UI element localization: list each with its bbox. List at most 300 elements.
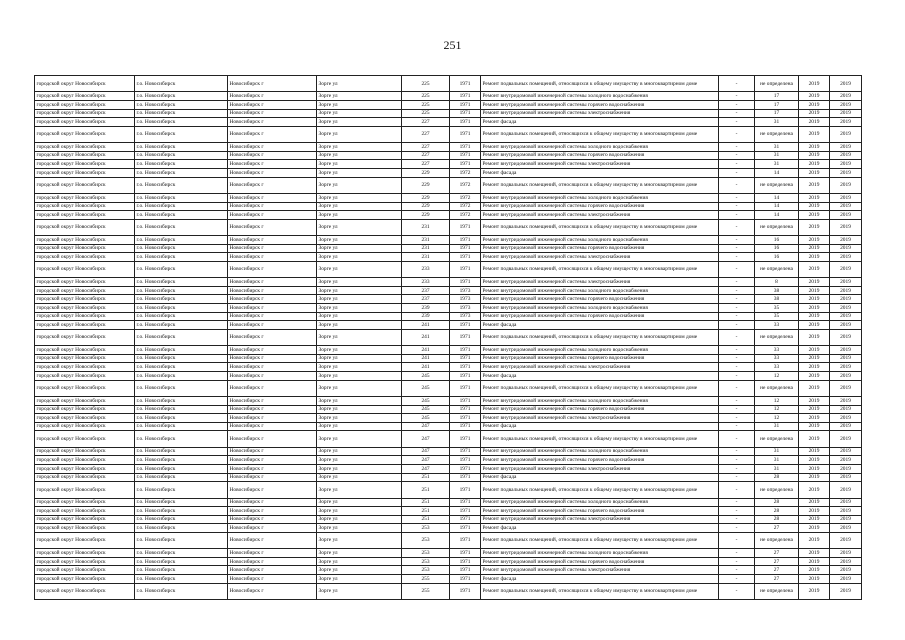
house-number-cell: 253 [402, 524, 450, 533]
street-cell: Зорге ул [317, 549, 402, 558]
street-cell: Зорге ул [317, 211, 402, 220]
district-cell: городской округ Новосибирск [35, 396, 135, 405]
table-row [35, 295, 862, 304]
street-cell: Зорге ул [317, 92, 402, 101]
house-number-cell: 237 [402, 295, 450, 304]
dash-cell: - [719, 515, 755, 524]
table-row [35, 100, 862, 109]
city-cell: Новосибирск г [228, 286, 317, 295]
district-cell: городской округ Новосибирск [35, 447, 135, 456]
settlement-cell: г.о. Новосибирск [135, 151, 228, 160]
cost-cell: 31 [755, 456, 799, 465]
cost-cell: 31 [755, 151, 799, 160]
work-type-cell: Ремонт внутридомовой инженерной системы электроснабжения [481, 160, 719, 169]
district-cell: городской округ Новосибирск [35, 372, 135, 381]
settlement-cell: г.о. Новосибирск [135, 244, 228, 253]
end-year-cell: 2019 [830, 92, 862, 101]
city-cell: Новосибирск г [228, 143, 317, 152]
work-type-cell: Ремонт внутридомовой инженерной системы электроснабжения [481, 278, 719, 287]
district-cell: городской округ Новосибирск [35, 286, 135, 295]
settlement-cell: г.о. Новосибирск [135, 431, 228, 447]
work-type-cell: Ремонт подвальных помещений, относящихся к общему имуществу в многоквартирном доме [481, 532, 719, 548]
end-year-cell: 2019 [830, 151, 862, 160]
table-row [35, 244, 862, 253]
city-cell: Новосибирск г [228, 575, 317, 584]
settlement-cell: г.о. Новосибирск [135, 321, 228, 330]
settlement-cell: г.о. Новосибирск [135, 566, 228, 575]
city-cell: Новосибирск г [228, 405, 317, 414]
house-number-cell: 253 [402, 532, 450, 548]
settlement-cell: г.о. Новосибирск [135, 211, 228, 220]
cost-cell: 14 [755, 211, 799, 220]
street-cell: Зорге ул [317, 405, 402, 414]
start-year-cell: 2019 [799, 372, 830, 381]
table-row [35, 557, 862, 566]
settlement-cell: г.о. Новосибирск [135, 447, 228, 456]
cost-cell: 16 [755, 244, 799, 253]
build-year-cell: 1971 [450, 515, 481, 524]
build-year-cell: 1971 [450, 126, 481, 142]
table-row [35, 321, 862, 330]
work-type-cell: Ремонт внутридомовой инженерной системы холодного водоснабжения [481, 286, 719, 295]
dash-cell: - [719, 583, 755, 599]
cost-cell: не определена [755, 482, 799, 498]
city-cell: Новосибирск г [228, 126, 317, 142]
settlement-cell: г.о. Новосибирск [135, 464, 228, 473]
cost-cell: 35 [755, 304, 799, 313]
house-number-cell: 225 [402, 76, 450, 92]
house-number-cell: 227 [402, 118, 450, 127]
settlement-cell: г.о. Новосибирск [135, 261, 228, 277]
table-row [35, 118, 862, 127]
build-year-cell: 1971 [450, 557, 481, 566]
house-number-cell: 239 [402, 304, 450, 313]
district-cell: городской округ Новосибирск [35, 321, 135, 330]
dash-cell: - [719, 422, 755, 431]
house-number-cell: 233 [402, 278, 450, 287]
capital-repair-table [34, 75, 862, 600]
district-cell: городской округ Новосибирск [35, 363, 135, 372]
cost-cell: 27 [755, 557, 799, 566]
district-cell: городской округ Новосибирск [35, 295, 135, 304]
house-number-cell: 253 [402, 549, 450, 558]
district-cell: городской округ Новосибирск [35, 575, 135, 584]
table-row [35, 286, 862, 295]
street-cell: Зорге ул [317, 575, 402, 584]
work-type-cell: Ремонт фасада [481, 321, 719, 330]
cost-cell: 12 [755, 414, 799, 423]
city-cell: Новосибирск г [228, 244, 317, 253]
build-year-cell: 1971 [450, 253, 481, 262]
street-cell: Зорге ул [317, 414, 402, 423]
city-cell: Новосибирск г [228, 507, 317, 516]
street-cell: Зорге ул [317, 219, 402, 235]
start-year-cell: 2019 [799, 151, 830, 160]
end-year-cell: 2019 [830, 202, 862, 211]
table-row [35, 219, 862, 235]
build-year-cell: 1971 [450, 575, 481, 584]
city-cell: Новосибирск г [228, 515, 317, 524]
start-year-cell: 2019 [799, 414, 830, 423]
start-year-cell: 2019 [799, 304, 830, 313]
end-year-cell: 2019 [830, 354, 862, 363]
cost-cell: не определена [755, 329, 799, 345]
start-year-cell: 2019 [799, 295, 830, 304]
work-type-cell: Ремонт фасада [481, 422, 719, 431]
dash-cell: - [719, 321, 755, 330]
city-cell: Новосибирск г [228, 549, 317, 558]
end-year-cell: 2019 [830, 244, 862, 253]
house-number-cell: 229 [402, 202, 450, 211]
end-year-cell: 2019 [830, 312, 862, 321]
table-row [35, 76, 862, 92]
settlement-cell: г.о. Новосибирск [135, 414, 228, 423]
end-year-cell: 2019 [830, 211, 862, 220]
district-cell: городской округ Новосибирск [35, 473, 135, 482]
work-type-cell: Ремонт внутридомовой инженерной системы горячего водоснабжения [481, 354, 719, 363]
table-row [35, 532, 862, 548]
district-cell: городской округ Новосибирск [35, 431, 135, 447]
city-cell: Новосибирск г [228, 219, 317, 235]
dash-cell: - [719, 100, 755, 109]
start-year-cell: 2019 [799, 464, 830, 473]
dash-cell: - [719, 431, 755, 447]
street-cell: Зорге ул [317, 118, 402, 127]
house-number-cell: 225 [402, 92, 450, 101]
dash-cell: - [719, 193, 755, 202]
city-cell: Новосибирск г [228, 346, 317, 355]
city-cell: Новосибирск г [228, 177, 317, 193]
work-type-cell: Ремонт внутридомовой инженерной системы горячего водоснабжения [481, 507, 719, 516]
house-number-cell: 231 [402, 253, 450, 262]
end-year-cell: 2019 [830, 236, 862, 245]
table-row [35, 211, 862, 220]
work-type-cell: Ремонт фасада [481, 473, 719, 482]
city-cell: Новосибирск г [228, 261, 317, 277]
table-row [35, 151, 862, 160]
city-cell: Новосибирск г [228, 422, 317, 431]
work-type-cell: Ремонт подвальных помещений, относящихся к общему имуществу в многоквартирном доме [481, 583, 719, 599]
build-year-cell: 1971 [450, 354, 481, 363]
city-cell: Новосибирск г [228, 456, 317, 465]
build-year-cell: 1971 [450, 346, 481, 355]
end-year-cell: 2019 [830, 177, 862, 193]
work-type-cell: Ремонт внутридомовой инженерной системы электроснабжения [481, 566, 719, 575]
build-year-cell: 1971 [450, 456, 481, 465]
build-year-cell: 1971 [450, 473, 481, 482]
city-cell: Новосибирск г [228, 380, 317, 396]
settlement-cell: г.о. Новосибирск [135, 363, 228, 372]
table-row [35, 253, 862, 262]
district-cell: городской округ Новосибирск [35, 507, 135, 516]
dash-cell: - [719, 549, 755, 558]
city-cell: Новосибирск г [228, 363, 317, 372]
house-number-cell: 229 [402, 168, 450, 177]
cost-cell: 33 [755, 363, 799, 372]
work-type-cell: Ремонт фасада [481, 372, 719, 381]
district-cell: городской округ Новосибирск [35, 354, 135, 363]
start-year-cell: 2019 [799, 447, 830, 456]
street-cell: Зорге ул [317, 261, 402, 277]
table-row [35, 566, 862, 575]
cost-cell: не определена [755, 177, 799, 193]
district-cell: городской округ Новосибирск [35, 414, 135, 423]
district-cell: городской округ Новосибирск [35, 261, 135, 277]
house-number-cell: 225 [402, 109, 450, 118]
house-number-cell: 247 [402, 431, 450, 447]
settlement-cell: г.о. Новосибирск [135, 219, 228, 235]
settlement-cell: г.о. Новосибирск [135, 583, 228, 599]
dash-cell: - [719, 168, 755, 177]
district-cell: городской округ Новосибирск [35, 482, 135, 498]
cost-cell: 14 [755, 193, 799, 202]
city-cell: Новосибирск г [228, 295, 317, 304]
end-year-cell: 2019 [830, 168, 862, 177]
cost-cell: не определена [755, 261, 799, 277]
dash-cell: - [719, 253, 755, 262]
settlement-cell: г.о. Новосибирск [135, 396, 228, 405]
city-cell: Новосибирск г [228, 354, 317, 363]
district-cell: городской округ Новосибирск [35, 515, 135, 524]
cost-cell: 27 [755, 524, 799, 533]
district-cell: городской округ Новосибирск [35, 456, 135, 465]
cost-cell: не определена [755, 431, 799, 447]
cost-cell: 16 [755, 236, 799, 245]
end-year-cell: 2019 [830, 295, 862, 304]
dash-cell: - [719, 126, 755, 142]
dash-cell: - [719, 464, 755, 473]
end-year-cell: 2019 [830, 414, 862, 423]
house-number-cell: 231 [402, 244, 450, 253]
dash-cell: - [719, 160, 755, 169]
dash-cell: - [719, 304, 755, 313]
house-number-cell: 229 [402, 177, 450, 193]
settlement-cell: г.о. Новосибирск [135, 160, 228, 169]
cost-cell: 8 [755, 278, 799, 287]
end-year-cell: 2019 [830, 456, 862, 465]
end-year-cell: 2019 [830, 329, 862, 345]
cost-cell: не определена [755, 219, 799, 235]
build-year-cell: 1971 [450, 447, 481, 456]
build-year-cell: 1973 [450, 304, 481, 313]
build-year-cell: 1971 [450, 109, 481, 118]
table-row [35, 372, 862, 381]
house-number-cell: 245 [402, 396, 450, 405]
end-year-cell: 2019 [830, 524, 862, 533]
table-row [35, 143, 862, 152]
settlement-cell: г.о. Новосибирск [135, 354, 228, 363]
build-year-cell: 1971 [450, 160, 481, 169]
start-year-cell: 2019 [799, 549, 830, 558]
dash-cell: - [719, 261, 755, 277]
cost-cell: 38 [755, 295, 799, 304]
work-type-cell: Ремонт подвальных помещений, относящихся к общему имуществу в многоквартирном доме [481, 219, 719, 235]
end-year-cell: 2019 [830, 304, 862, 313]
start-year-cell: 2019 [799, 193, 830, 202]
house-number-cell: 227 [402, 160, 450, 169]
district-cell: городской округ Новосибирск [35, 126, 135, 142]
table-row [35, 482, 862, 498]
house-number-cell: 253 [402, 557, 450, 566]
start-year-cell: 2019 [799, 405, 830, 414]
cost-cell: 33 [755, 354, 799, 363]
house-number-cell: 255 [402, 575, 450, 584]
build-year-cell: 1971 [450, 431, 481, 447]
dash-cell: - [719, 575, 755, 584]
work-type-cell: Ремонт подвальных помещений, относящихся к общему имуществу в многоквартирном доме [481, 76, 719, 92]
settlement-cell: г.о. Новосибирск [135, 524, 228, 533]
cost-cell: 28 [755, 473, 799, 482]
end-year-cell: 2019 [830, 473, 862, 482]
cost-cell: не определена [755, 126, 799, 142]
end-year-cell: 2019 [830, 583, 862, 599]
start-year-cell: 2019 [799, 168, 830, 177]
cost-cell: 31 [755, 143, 799, 152]
end-year-cell: 2019 [830, 160, 862, 169]
start-year-cell: 2019 [799, 557, 830, 566]
cost-cell: не определена [755, 76, 799, 92]
end-year-cell: 2019 [830, 372, 862, 381]
work-type-cell: Ремонт внутридомовой инженерной системы электроснабжения [481, 414, 719, 423]
street-cell: Зорге ул [317, 566, 402, 575]
work-type-cell: Ремонт внутридомовой инженерной системы холодного водоснабжения [481, 304, 719, 313]
end-year-cell: 2019 [830, 346, 862, 355]
table-row [35, 363, 862, 372]
cost-cell: 28 [755, 507, 799, 516]
city-cell: Новосибирск г [228, 498, 317, 507]
table-row [35, 583, 862, 599]
district-cell: городской округ Новосибирск [35, 566, 135, 575]
house-number-cell: 227 [402, 143, 450, 152]
dash-cell: - [719, 244, 755, 253]
end-year-cell: 2019 [830, 405, 862, 414]
start-year-cell: 2019 [799, 109, 830, 118]
city-cell: Новосибирск г [228, 566, 317, 575]
cost-cell: 14 [755, 202, 799, 211]
end-year-cell: 2019 [830, 380, 862, 396]
work-type-cell: Ремонт фасада [481, 524, 719, 533]
dash-cell: - [719, 295, 755, 304]
start-year-cell: 2019 [799, 211, 830, 220]
settlement-cell: г.о. Новосибирск [135, 329, 228, 345]
start-year-cell: 2019 [799, 354, 830, 363]
cost-cell: 17 [755, 100, 799, 109]
city-cell: Новосибирск г [228, 431, 317, 447]
district-cell: городской округ Новосибирск [35, 253, 135, 262]
district-cell: городской округ Новосибирск [35, 151, 135, 160]
street-cell: Зорге ул [317, 193, 402, 202]
district-cell: городской округ Новосибирск [35, 549, 135, 558]
end-year-cell: 2019 [830, 363, 862, 372]
district-cell: городской округ Новосибирск [35, 304, 135, 313]
build-year-cell: 1971 [450, 464, 481, 473]
street-cell: Зорге ул [317, 396, 402, 405]
dash-cell: - [719, 524, 755, 533]
street-cell: Зорге ул [317, 253, 402, 262]
dash-cell: - [719, 363, 755, 372]
end-year-cell: 2019 [830, 321, 862, 330]
start-year-cell: 2019 [799, 202, 830, 211]
house-number-cell: 247 [402, 456, 450, 465]
city-cell: Новосибирск г [228, 321, 317, 330]
end-year-cell: 2019 [830, 507, 862, 516]
table-row [35, 177, 862, 193]
city-cell: Новосибирск г [228, 414, 317, 423]
street-cell: Зорге ул [317, 507, 402, 516]
dash-cell: - [719, 447, 755, 456]
city-cell: Новосибирск г [228, 396, 317, 405]
street-cell: Зорге ул [317, 447, 402, 456]
city-cell: Новосибирск г [228, 312, 317, 321]
city-cell: Новосибирск г [228, 92, 317, 101]
house-number-cell: 239 [402, 312, 450, 321]
house-number-cell: 245 [402, 372, 450, 381]
street-cell: Зорге ул [317, 236, 402, 245]
work-type-cell: Ремонт внутридомовой инженерной системы горячего водоснабжения [481, 312, 719, 321]
cost-cell: 27 [755, 575, 799, 584]
build-year-cell: 1971 [450, 482, 481, 498]
build-year-cell: 1971 [450, 405, 481, 414]
build-year-cell: 1971 [450, 278, 481, 287]
street-cell: Зорге ул [317, 354, 402, 363]
end-year-cell: 2019 [830, 193, 862, 202]
district-cell: городской округ Новосибирск [35, 422, 135, 431]
cost-cell: 31 [755, 447, 799, 456]
cost-cell: 17 [755, 109, 799, 118]
dash-cell: - [719, 143, 755, 152]
page-number: 251 [443, 38, 462, 52]
build-year-cell: 1971 [450, 118, 481, 127]
street-cell: Зорге ул [317, 76, 402, 92]
table-row [35, 160, 862, 169]
cost-cell: 31 [755, 160, 799, 169]
work-type-cell: Ремонт внутридомовой инженерной системы горячего водоснабжения [481, 557, 719, 566]
street-cell: Зорге ул [317, 304, 402, 313]
table-row [35, 456, 862, 465]
cost-cell: 31 [755, 118, 799, 127]
house-number-cell: 255 [402, 583, 450, 599]
settlement-cell: г.о. Новосибирск [135, 405, 228, 414]
city-cell: Новосибирск г [228, 557, 317, 566]
work-type-cell: Ремонт внутридомовой инженерной системы холодного водоснабжения [481, 447, 719, 456]
table-row [35, 464, 862, 473]
work-type-cell: Ремонт подвальных помещений, относящихся к общему имуществу в многоквартирном доме [481, 329, 719, 345]
build-year-cell: 1971 [450, 414, 481, 423]
settlement-cell: г.о. Новосибирск [135, 473, 228, 482]
work-type-cell: Ремонт подвальных помещений, относящихся к общему имуществу в многоквартирном доме [481, 261, 719, 277]
work-type-cell: Ремонт внутридомовой инженерной системы горячего водоснабжения [481, 456, 719, 465]
work-type-cell: Ремонт фасада [481, 118, 719, 127]
street-cell: Зорге ул [317, 160, 402, 169]
street-cell: Зорге ул [317, 109, 402, 118]
start-year-cell: 2019 [799, 583, 830, 599]
house-number-cell: 245 [402, 414, 450, 423]
cost-cell: 33 [755, 346, 799, 355]
house-number-cell: 247 [402, 422, 450, 431]
table-body [35, 76, 862, 600]
street-cell: Зорге ул [317, 151, 402, 160]
house-number-cell: 251 [402, 515, 450, 524]
table-row [35, 329, 862, 345]
city-cell: Новосибирск г [228, 151, 317, 160]
settlement-cell: г.о. Новосибирск [135, 557, 228, 566]
city-cell: Новосибирск г [228, 532, 317, 548]
start-year-cell: 2019 [799, 498, 830, 507]
end-year-cell: 2019 [830, 566, 862, 575]
end-year-cell: 2019 [830, 422, 862, 431]
table-row [35, 236, 862, 245]
build-year-cell: 1973 [450, 295, 481, 304]
